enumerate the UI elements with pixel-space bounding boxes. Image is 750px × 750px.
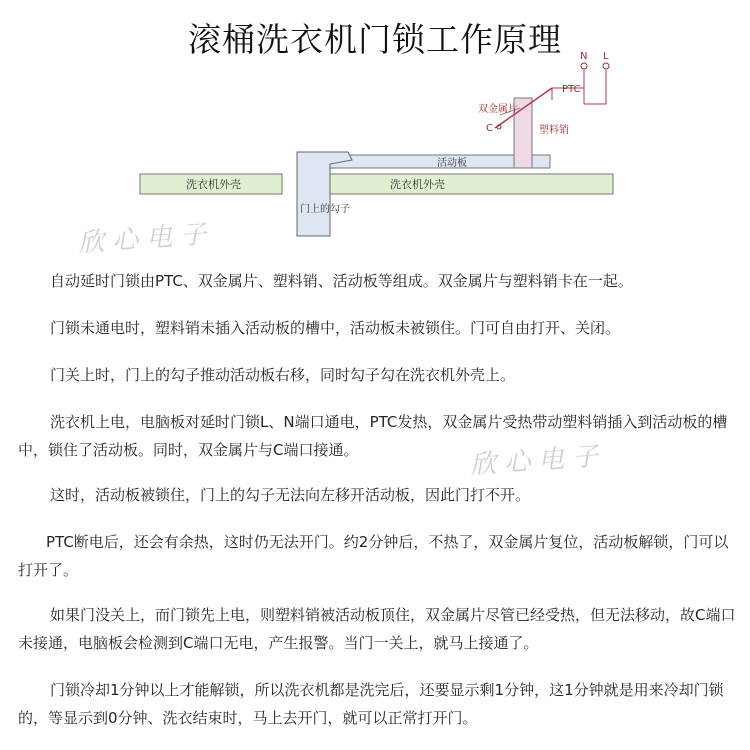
paragraph-2: 门锁未通电时，塑料销未插入活动板的槽中，活动板未被锁住。门可自由打开、关闭。 [50, 319, 621, 337]
bimetal-label: 双金属片 [478, 104, 518, 115]
terminal-l-label: L [603, 51, 609, 62]
terminal-c-label: C [486, 123, 493, 134]
terminal-l [603, 63, 609, 69]
wire-l [584, 70, 606, 104]
page-title: 滚桶洗衣机门锁工作原理 [188, 20, 562, 59]
paragraph-4: 洗衣机上电，电脑板对延时门锁L、N端口通电，PTC发热，双金属片受热带动塑料销插入到活动板的槽中，锁住了活动板。同时，双金属片与C端口接通。 [18, 413, 728, 459]
slide-plate-label: 活动板 [437, 158, 467, 169]
terminal-n-label: N [580, 51, 588, 62]
terminal-n [581, 63, 587, 69]
paragraph-3: 门关上时，门上的勾子推动活动板右移，同时勾子勾在洗衣机外壳上。 [50, 366, 516, 384]
watermark-2: 欣心电子 [469, 441, 608, 481]
shell-right [330, 174, 613, 194]
paragraph-5: 这时，活动板被锁住，门上的勾子无法向左移开活动板，因此门打不开。 [50, 486, 531, 504]
paragraph-1: 自动延时门锁由PTC、双金属片、塑料销、活动板等组成。双金属片与塑料销卡在一起。 [50, 272, 633, 290]
paragraph-8: 门锁冷却1分钟以上才能解锁，所以洗衣机都是洗完后，还要显示剩1分钟，这1分钟就是用来冷却门锁的，等显示到0分钟、洗衣结束时，马上去开门，就可以正常打开门。 [18, 681, 724, 727]
paragraph-6: PTC断电后，还会有余热，这时仍无法开门。约2分钟后，不热了，双金属片复位，活动板解锁，门可以打开了。 [18, 533, 729, 579]
paragraph-7: 如果门没关上，而门锁先上电，则塑料销被活动板顶住，双金属片尽管已经受热，但无法移动，故C端口未接通，电脑板会检测到C端口无电，产生报警。当门一关上，就马上接通了。 [18, 606, 736, 652]
watermark-1: 欣心电子 [77, 219, 216, 259]
plastic-pin-label: 塑料销 [539, 125, 569, 136]
shell-left-label: 洗衣机外壳 [186, 178, 241, 191]
door-hook-label: 门上的勾子 [300, 204, 350, 215]
shell-right-label: 洗衣机外壳 [390, 178, 445, 191]
ptc-label: PTC [562, 84, 581, 95]
